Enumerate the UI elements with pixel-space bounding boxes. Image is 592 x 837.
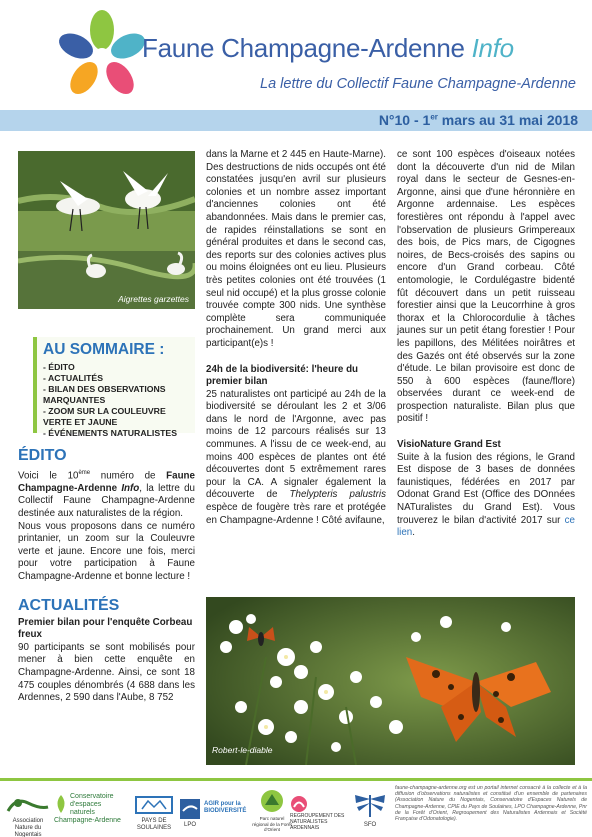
toc-list — [43, 362, 195, 439]
actualites-heading: ACTUALITÉS — [18, 596, 120, 614]
butterfly-image — [206, 597, 575, 765]
lpo-icon — [180, 799, 200, 819]
edito-paragraph-2: Nous vous proposons dans ce numéro printanier, un zoom sur la Couleuvre verte et jaune. Encore une fois, merci pour votre participation à Faune Champagne-Ardenne et bonne lecture ! — [18, 520, 195, 583]
issue-banner — [0, 110, 592, 131]
rna-icon — [290, 795, 308, 813]
cen-icon — [54, 793, 68, 815]
egrets-caption: Aigrettes garzettes — [118, 294, 189, 304]
partner-cpie-logo[interactable]: PAYS DE SOULAINES — [128, 795, 180, 832]
column-2 — [206, 149, 386, 527]
dragonfly-icon — [353, 791, 387, 819]
toc-item-edito[interactable]: - ÉDITO — [43, 362, 75, 372]
butterfly-photo — [206, 597, 575, 765]
newsletter-subtitle: La lettre du Collectif Faune Champagne-Ardenne — [260, 76, 576, 92]
masthead — [0, 0, 592, 108]
partner-lpo-logo[interactable]: LPO — [178, 799, 202, 829]
biodiversite-subheading: 24h de la biodiversité: l'heure du premier bilan — [206, 363, 359, 388]
edito-heading: ÉDITO — [18, 447, 67, 464]
egrets-photo — [18, 151, 195, 309]
pnr-icon — [259, 789, 285, 813]
toc-item-bilan[interactable]: - BILAN DES OBSERVATIONS MARQUANTES — [43, 384, 166, 405]
toc-item-actualites[interactable]: - ACTUALITÉS — [43, 373, 104, 383]
issue-number-date: N°10 - 1er mars au 31 mai 2018 — [378, 112, 578, 128]
cpie-icon — [134, 795, 174, 815]
partner-sfo-logo[interactable]: SFO — [350, 791, 390, 829]
table-of-contents — [33, 337, 195, 438]
partner-rna-logo[interactable]: REGROUPEMENT DES NATURALISTES ARDENNAIS — [290, 795, 348, 831]
corbeau-paragraph: 90 participants se sont mobilisés pour mener à bien cette enquête en Champagne-Ardenne. Ainsi, ce sont 18 475 couples dénombrés (4 688 dans les Ardennes, 2 590 dans l'Aube, 8 752 — [18, 641, 195, 704]
toc-title: AU SOMMAIRE : — [43, 341, 165, 358]
ann-icon — [6, 793, 50, 815]
partners-footer — [0, 778, 592, 837]
toc-item-evenements[interactable]: - ÉVÉNEMENTS NATURALISTES — [43, 428, 178, 438]
visionature-paragraph: Suite à la fusion des régions, le Grand Est dispose de 3 bases de données faunistiques, fédérées en 2017 par Odonat Grand Est (Office des DOnnées NATuralistes du Grand Est). Vous trouverez le bilan d'activité 2017 sur ce lien. — [397, 451, 575, 539]
partner-agir-logo[interactable]: AGIR pour la BIODIVERSITÉ — [204, 801, 247, 814]
flower-logo-icon — [54, 8, 150, 100]
toc-item-zoom[interactable]: - ZOOM SUR LA COULEUVRE VERTE ET JAUNE — [43, 406, 166, 427]
butterfly-caption: Robert-le-diable — [212, 745, 273, 755]
column-3 — [397, 149, 575, 540]
newsletter-title: Faune Champagne-Ardenne Info — [142, 33, 514, 63]
partner-cen-logo[interactable]: Conservatoire d'espaces naturels Champagne-Ardenne — [54, 793, 121, 824]
corbeau-paragraph-cont: dans la Marne et 2 445 en Haute-Marne). Des destructions de nids occupés ont été constatées jusqu'en avril sur plusieurs colonies et un nombre assez important d'anciennes colonies ont été abandonnées. Mais dans le premier cas, de rapides réinstallations se sont en général produites et dans le second cas, des reports sur des colonies actives plus ou moins éloignées ont eu lieu. Plusieurs très petites colonies ont été trouvées (1 seul nid occupé) et la plus grosse colonie trouvée compte 300 nids. Une synthèse complète sera communiquée prochainement. Un grand merci aux participant(e)s ! — [206, 149, 386, 349]
partner-ann-logo[interactable]: Association Nature du Nogentais — [4, 793, 52, 837]
biodiversite-paragraph-cont: ce sont 100 espèces d'oiseaux notées dont la découverte d'un nid de Milan royal dans le secteur de Gesnes-en-Argonne, ainsi que d'une héronnière en Argonne ardennaise. Les espèces forestières ont répondu à l'appel avec l'observation de plusieurs Grimpereaux des bois, de Pics mars, de Cigognes noires, de Becs-croisés des sapins ou encore d'un Grand corbeau. Côté entomologie, le Cordulégastre bidenté fût découvert dans un petit ruisseau forestier ainsi que la Leucorrhine à gros thorax et la Chlorocordulie à tâches jaunes sur un petit étang forestier ! Pour les papillons, des Mélitées noirâtres et des Gazés ont été observés sur la zone d'étude. Le bilan provisoire est donc de 550 à 600 espèces (faune/flore) observées durant ce week-end de prospection naturaliste. Bilan plus que positif ! — [397, 149, 575, 425]
edito-paragraph-1: Voici le 10ème numéro de Faune Champagne-Ardenne Info, la lettre du Collectif Faune Champagne-Ardenne destinée aux naturalistes de la région. — [18, 470, 195, 520]
corbeau-freux-subheading: Premier bilan pour l'enquête Corbeau freux — [18, 616, 193, 641]
bilan-link[interactable]: ce lien — [397, 514, 575, 539]
column-1 — [18, 151, 195, 705]
egrets-image — [18, 151, 195, 309]
partner-pnr-logo[interactable]: Parc naturel régional de la Forêt d'Orient — [252, 789, 292, 833]
visionature-subheading: VisioNature Grand Est — [397, 439, 501, 451]
footer-partners-note: faune-champagne-ardenne.org est un portail internet consacré à la collecte et à la diffusion d'observations naturalistes et constitué d'un ensemble de partenaires (Association Nature du Nogentais, Conservatoire d'Espaces Naturels de Champagne-Ardenne, CPIE du Pays de Soulaines, LPO Champagne-Ardenne, Pnr de la Forêt d'Orient, Regroupement des Naturalistes Ardennais et Société Française d'Odonatologie). — [395, 785, 587, 823]
biodiversite-paragraph: 25 naturalistes ont participé au 24h de la biodiversité se déroulant les 2 et 3/06 dans le nord de l'Argonne, avec pas moins de 12 parcours réalisés sur 13 communes. A l'issu de ce week-end, au moins 400 espèces de plantes ont été découvertes dont 5 extrêmement rares pour la CA. A signaler également la découverte de Thelypteris palustris espèce de fougère très rare et protégée en Champagne-Ardenne ! Côté avifaune, — [206, 388, 386, 526]
